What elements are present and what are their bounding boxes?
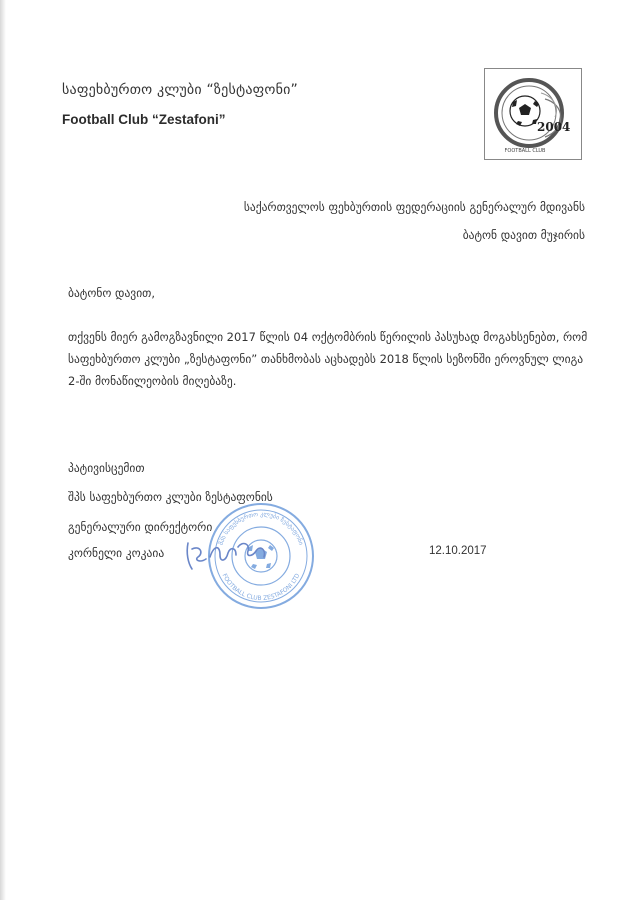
club-name-english: Football Club “Zestafoni” [62, 112, 226, 127]
club-logo-icon [484, 68, 582, 160]
recipient-line-1: საქართველოს ფეხბურთის ფედერაციის გენერალურ მდივანს [243, 200, 585, 214]
greeting: ბატონო დავით, [68, 286, 156, 300]
logo-bottom-text: FOOTBALL CLUB [504, 148, 546, 154]
recipient-line-2: ბატონ დავით მუჯირის [462, 228, 585, 242]
stamp-text-bottom: FOOTBALL CLUB ZESTAFONI LTD [220, 572, 302, 603]
svg-text:FOOTBALL CLUB ZESTAFONI LTD [221, 572, 302, 602]
signatory-organization: შპს საფეხბურთო კლუბი ზესტაფონის [68, 490, 273, 504]
logo-year: 2004 [537, 120, 571, 134]
club-name-georgian: საფეხბურთო კლუბი “ზესტაფონი” [62, 82, 298, 98]
handwritten-signature-icon [180, 535, 270, 575]
signatory-name: კორნელი კოკაია [68, 546, 165, 560]
signatory-title: გენერალური დირექტორი [68, 520, 213, 534]
scan-edge-shadow [0, 0, 6, 900]
closing: პატივისცემით [68, 461, 145, 475]
letter-date: 12.10.2017 [429, 545, 487, 557]
letter-body: თქვენს მიერ გამოგზავნილი 2017 წლის 04 ოქტომბრის წერილის პასუხად მოგახსენებთ, რომ საფეხბურთო კლუბი „ზესტაფონი” თანხმობას აცხადებს 2018 წლის სეზონში ეროვნულ ლიგა 2-ში მონაწილეობის მიღებაზე. [68, 330, 588, 388]
stamp-text-top: შპს საფეხბურთო კლუბი ზესტაფონი [217, 510, 305, 546]
